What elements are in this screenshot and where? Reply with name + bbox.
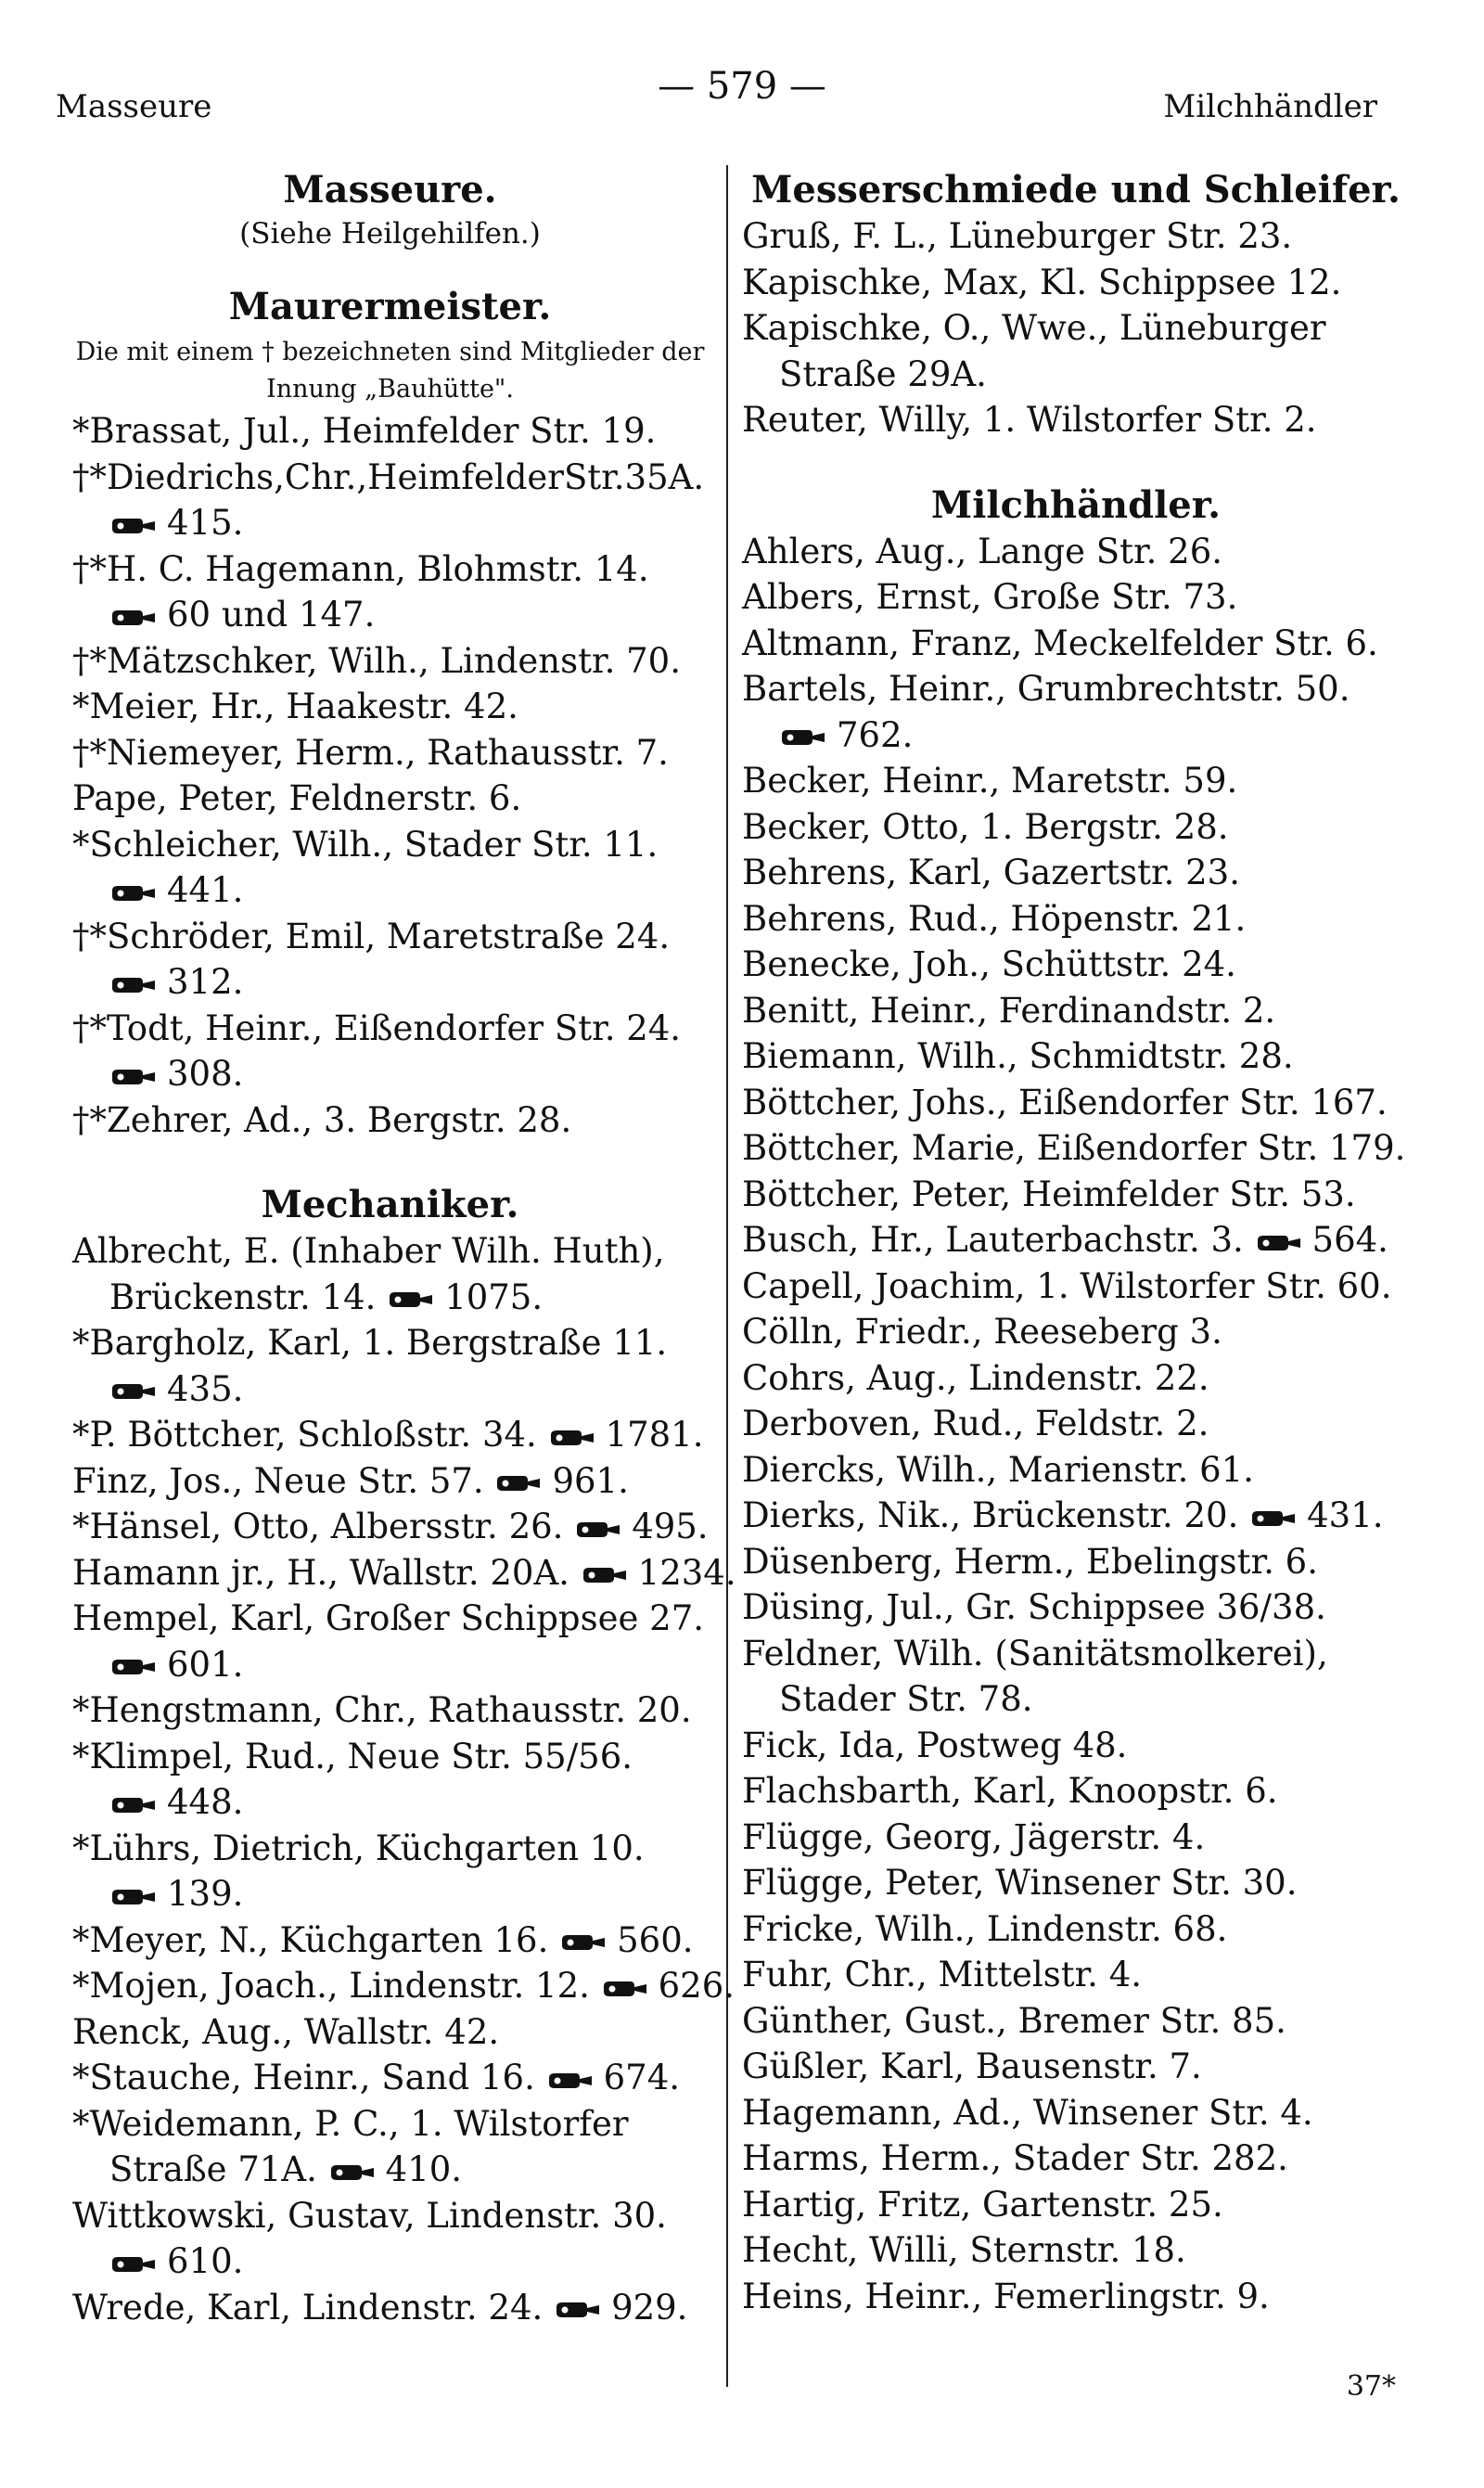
entry-name-address: Cohrs, Aug., Lindenstr. 22. [742,1357,1209,1398]
entry-name-address: Benecke, Joh., Schüttstr. 24. [742,944,1236,984]
directory-entry [742,896,1410,943]
directory-entry [742,1815,1410,1861]
entry-line [742,260,1410,306]
entry-line [72,2055,708,2101]
entry-continuation [742,352,1410,398]
entry-name-address: Cölln, Friedr., Reeseberg 3. [742,1312,1222,1352]
entry-name-address: Hagemann, Ad., Winsener Str. 4. [742,2092,1313,2133]
entry-line [742,574,1410,621]
entry-line [742,1539,1410,1585]
entry-line [72,2193,708,2239]
entry-name-address: *Schleicher, Wilh., Stader Str. 11. [72,824,659,865]
entry-name-address: Wittkowski, Gustav, Lindenstr. 30. [72,2195,667,2236]
entry-name-address: Hartig, Fritz, Gartenstr. 25. [742,2184,1223,2225]
entry-phone-line [72,1642,708,1688]
directory-entry [72,2193,708,2285]
section-title-maurermeister: Maurermeister. [228,285,552,328]
directory-entry [742,574,1410,621]
entry-name-address: †*Zehrer, Ad., 3. Bergstr. 28. [72,1099,572,1140]
entry-name-address: †*Schröder, Emil, Maretstraße 24. [72,916,671,956]
directory-entry [742,2090,1410,2136]
entry-phone-line [72,867,708,914]
entry-phone-line [72,1366,708,1413]
entry-line [72,1412,708,1458]
entry-name-address: *Hänsel, Otto, Albersstr. 26. [72,1507,564,1546]
entry-line [72,2009,708,2056]
entry-name-address: Albers, Ernst, Große Str. 73. [742,577,1238,617]
entry-name-address: Capell, Joachim, 1. Wilstorfer Str. 60. [742,1265,1392,1306]
directory-entry [72,1963,736,2009]
entry-phone-line [72,1051,708,1097]
entry-line [742,2044,1410,2090]
entry-line [742,804,1410,851]
directory-entry [72,1550,736,1597]
entry-name-address: Harms, Herm., Stader Str. 282. [742,2138,1288,2178]
entry-name-address: *Brassat, Jul., Heimfelder Str. 19. [72,411,657,451]
maurermeister-list [72,408,708,1143]
telephone-icon [494,1473,543,1494]
entry-phone-line [72,1779,708,1826]
entry-line [742,1309,1410,1355]
directory-entry [742,1631,1410,1723]
directory-entry [742,942,1410,988]
page-header [0,0,1484,158]
directory-entry [742,1539,1410,1585]
entry-line [742,213,1410,260]
entry-name-address: Güßler, Karl, Bausenstr. 7. [742,2046,1202,2086]
directory-entry [742,1217,1410,1263]
entry-address-continued: Brückenstr. 14. [109,1276,377,1317]
entry-line [72,914,708,960]
directory-entry [742,621,1410,667]
directory-entry [742,1263,1410,1310]
entry-name-address: Wrede, Karl, Lindenstr. 24. [72,2287,544,2328]
telephone-icon [109,975,158,995]
entry-line [72,1228,708,1275]
entry-phone-line [72,1871,708,1917]
directory-entry [742,1906,1410,1953]
entry-line [72,1596,708,1642]
entry-line [742,1033,1410,1080]
entry-name-address: *Hengstmann, Chr., Rathausstr. 20. [72,1690,692,1730]
entry-line [742,621,1410,667]
directory-entry [742,1309,1410,1355]
entry-line [72,1006,708,1052]
directory-entry [742,1952,1410,1998]
telephone-icon [109,1067,158,1087]
telephone-icon [546,2071,595,2091]
directory-entry [742,1768,1410,1815]
entry-line [742,1080,1410,1126]
entry-line [72,1097,708,1144]
entry-name-address: *Lührs, Dietrich, Küchgarten 10. [72,1828,645,1868]
phone-number: 448. [167,1782,244,1822]
directory-entry [72,2009,708,2056]
phone-number: 410. [385,2149,463,2189]
entry-name-address: Heins, Heinr., Femerlingstr. 9. [742,2276,1270,2316]
phone-number: 601. [167,1644,244,1685]
directory-entry [742,213,1410,260]
entry-name-address: Dierks, Nik., Brückenstr. 20. [742,1495,1239,1535]
entry-name-address: Flachsbarth, Karl, Knoopstr. 6. [742,1771,1278,1811]
phone-number: 308. [167,1054,244,1094]
entry-name-address: Flügge, Georg, Jägerstr. 4. [742,1816,1206,1857]
section-note-maurermeister: Die mit einem † bezeichneten sind Mitglieder der Innung „Bauhütte". [75,338,705,404]
directory-entry [72,684,708,730]
directory-entry [72,546,708,638]
directory-entry [72,1412,708,1458]
telephone-icon [109,1795,158,1815]
page-number: — 579 — [658,65,826,108]
directory-entry [72,408,708,455]
entry-line [742,2274,1410,2320]
entry-line [72,1550,736,1597]
telephone-icon [581,1565,629,1585]
directory-entry [72,1504,708,1550]
entry-line [742,1584,1410,1631]
directory-entry [742,1355,1410,1402]
telephone-icon [109,516,158,536]
directory-entry [742,804,1410,851]
phone-number: 441. [167,870,244,910]
entry-name-address: Behrens, Karl, Gazertstr. 23. [742,853,1240,892]
phone-number: 495. [632,1507,709,1546]
mechaniker-list [72,1228,736,2330]
entry-name-address: †*Todt, Heinr., Eißendorfer Str. 24. [72,1007,682,1048]
entry-line [742,1355,1410,1402]
milchhaendler-list [742,529,1410,2320]
directory-entry [72,1458,708,1505]
entry-line [742,1860,1410,1906]
entry-name-address: †*Niemeyer, Herm., Rathausstr. 7. [72,732,669,773]
directory-entry [742,529,1410,575]
directory-entry [72,1596,708,1687]
entry-line [742,1447,1410,1494]
entry-line [72,1320,708,1366]
entry-name-address: Diercks, Wilh., Marienstr. 61. [742,1449,1254,1490]
entry-line [742,2135,1410,2182]
entry-line [72,1687,708,1734]
phone-number: 929. [611,2287,688,2328]
entry-name-address: Ahlers, Aug., Lange Str. 26. [742,531,1222,571]
entry-name-address: Gruß, F. L., Lüneburger Str. 23. [742,216,1293,256]
directory-entry [742,1125,1410,1172]
entry-name-address: Becker, Heinr., Maretstr. 59. [742,761,1238,801]
telephone-icon [601,1979,649,1999]
entry-name-address: Hempel, Karl, Großer Schippsee 27. [72,1598,704,1638]
directory-entry [742,2044,1410,2090]
directory-entry [72,730,708,776]
directory-entry [72,1687,708,1734]
telephone-icon [109,1887,158,1907]
entry-name-address: Böttcher, Johs., Eißendorfer Str. 167. [742,1082,1388,1122]
telephone-icon [328,2162,377,2183]
directory-entry [72,1826,708,1917]
entry-line [742,942,1410,988]
entry-line [72,2285,708,2331]
entry-name-address: Altmann, Franz, Meckelfelder Str. 6. [742,622,1378,663]
entry-line [742,1815,1410,1861]
entry-line [742,1906,1410,1953]
entry-name-address: Benitt, Heinr., Ferdinandstr. 2. [742,990,1276,1031]
entry-line [742,1952,1410,1998]
entry-name-address: †*Diedrichs,Chr.,HeimfelderStr.35A. [72,456,705,497]
entry-name-address: Becker, Otto, 1. Bergstr. 28. [742,806,1229,847]
entry-line [742,1125,1410,1172]
entry-line [72,638,708,685]
entry-name-address: Böttcher, Peter, Heimfelder Str. 53. [742,1173,1356,1214]
entry-name-address: Feldner, Wilh. (Sanitätsmolkerei), [742,1633,1328,1674]
section-title-masseure: Masseure. [283,168,497,212]
directory-entry [742,2227,1410,2274]
directory-entry [742,1998,1410,2045]
entry-name-address: Reuter, Willy, 1. Wilstorfer Str. 2. [742,400,1317,440]
entry-name-address: Behrens, Rud., Höpenstr. 21. [742,898,1247,939]
entry-address-continued: Straße 29A. [779,353,987,394]
phone-number: 564. [1311,1220,1388,1260]
telephone-icon [1255,1233,1303,1253]
directory-entry [742,260,1410,306]
entry-name-address: Derboven, Rud., Feldstr. 2. [742,1404,1209,1443]
entry-name-address: Böttcher, Marie, Eißendorfer Str. 179. [742,1128,1406,1168]
phone-number: 762. [837,714,914,755]
signature-mark: 37* [1346,2370,1396,2403]
entry-line [72,2101,708,2148]
directory-entry [72,638,708,685]
directory-entry [72,1097,708,1144]
telephone-icon [109,883,158,904]
entry-continuation [742,1676,1410,1723]
phone-number: 431. [1307,1495,1384,1535]
entry-line [742,529,1410,575]
directory-entry [72,822,708,914]
left-column [72,167,736,2330]
directory-entry [742,666,1410,758]
entry-phone-line [72,959,708,1006]
entry-line [742,988,1410,1034]
directory-entry [72,1734,708,1826]
entry-name-address: Bartels, Heinr., Grumbrechtstr. 50. [742,669,1350,709]
phone-number: 626. [658,1966,736,2006]
entry-line [72,1963,736,2009]
entry-line [742,1998,1410,2045]
directory-entry [72,455,708,546]
entry-line [72,546,708,593]
directory-entry [742,2274,1410,2320]
directory-entry [742,1493,1410,1539]
directory-entry [742,397,1410,443]
phone-number: 674. [603,2058,680,2097]
entry-line [72,1504,708,1550]
directory-entry [742,1447,1410,1494]
entry-name-address: Fick, Ida, Postweg 48. [742,1725,1128,1765]
phone-number: 60 und 147. [167,595,376,635]
phone-number: 312. [167,962,244,1002]
phone-number: 560. [617,1919,694,1960]
directory-entry [72,776,708,822]
entry-line [72,822,708,868]
section-title-messerschmiede: Messerschmiede und Schleifer. [751,168,1401,212]
entry-name-address: Finz, Jos., Neue Str. 57. [72,1460,484,1501]
phone-number: 139. [167,1874,244,1914]
entry-line [742,1493,1410,1539]
directory-entry [72,1917,708,1964]
phone-number: 610. [167,2241,244,2281]
telephone-icon [779,727,827,748]
phone-number: 1234. [637,1552,736,1593]
entry-line [72,1458,708,1505]
entry-line [742,1768,1410,1815]
entry-phone-line [72,2238,708,2285]
directory-entry [72,2055,708,2101]
entry-line [742,305,1410,352]
telephone-icon [559,1932,608,1953]
directory-entry [742,988,1410,1034]
telephone-icon [109,608,158,628]
entry-name-address: Düsing, Jul., Gr. Schippsee 36/38. [742,1587,1326,1627]
entry-line [72,684,708,730]
directory-entry [742,1172,1410,1218]
entry-name-address: Flügge, Peter, Winsener Str. 30. [742,1863,1298,1903]
entry-name-address: Hamann jr., H., Wallstr. 20A. [72,1552,569,1593]
directory-entry [72,1228,708,1320]
entry-name-address: Pape, Peter, Feldnerstr. 6. [72,778,522,818]
entry-phone-line [742,712,1410,759]
entry-line [742,1217,1410,1263]
entry-line [742,1401,1410,1447]
entry-name-address: Düsenberg, Herm., Ebelingstr. 6. [742,1541,1318,1582]
entry-line [742,666,1410,712]
directory-entry [742,1584,1410,1631]
entry-line [72,1826,708,1872]
entry-name-address: †*Mätzschker, Wilh., Lindenstr. 70. [72,640,681,681]
directory-entry [742,305,1410,397]
entry-line [742,896,1410,943]
entry-name-address: Hecht, Willi, Sternstr. 18. [742,2230,1186,2270]
entry-line [742,2182,1410,2228]
directory-entry [742,1080,1410,1126]
telephone-icon [109,1657,158,1677]
directory-entry [742,1860,1410,1906]
telephone-icon [109,1381,158,1402]
entry-line [72,1917,708,1964]
directory-entry [72,1006,708,1097]
entry-name-address: *Meyer, N., Küchgarten 16. [72,1919,549,1960]
entry-line [72,1734,708,1780]
entry-name-address: Günther, Gust., Bremer Str. 85. [742,2000,1286,2041]
entry-name-address: *Mojen, Joach., Lindenstr. 12. [72,1966,590,2006]
right-column [742,167,1410,2319]
section-subtitle-masseure: (Siehe Heilgehilfen.) [239,217,541,250]
directory-entry [72,914,708,1006]
running-head-right: Milchhändler [1163,88,1377,125]
phone-number: 1075. [444,1276,544,1317]
entry-line [72,776,708,822]
entry-continuation [72,2147,708,2193]
telephone-icon [109,2254,158,2275]
directory-entry [742,758,1410,804]
telephone-icon [387,1289,435,1310]
directory-entry [72,2101,708,2193]
column-divider [726,165,728,2387]
phone-number: 1781. [605,1415,704,1455]
entry-name-address: Fricke, Wilh., Lindenstr. 68. [742,1908,1228,1949]
section-title-mechaniker: Mechaniker. [261,1183,519,1226]
entry-line [742,850,1410,896]
entry-name-address: Biemann, Wilh., Schmidtstr. 28. [742,1036,1294,1076]
directory-entry [742,850,1410,896]
phone-number: 415. [167,503,244,543]
entry-phone-line [72,500,708,546]
entry-line [742,1631,1410,1677]
entry-name-address: *Weidemann, P. C., 1. Wilstorfer [72,2103,629,2144]
entry-line [72,455,708,501]
directory-entry [742,1723,1410,1769]
entry-line [742,1172,1410,1218]
entry-name-address: Albrecht, E. (Inhaber Wilh. Huth), [72,1231,665,1271]
entry-line [742,758,1410,804]
telephone-icon [548,1428,596,1448]
entry-address-continued: Straße 71A. [109,2149,317,2189]
directory-entry [72,1320,708,1412]
entry-name-address: †*H. C. Hagemann, Blohmstr. 14. [72,548,649,589]
entry-name-address: *Bargholz, Karl, 1. Bergstraße 11. [72,1323,668,1363]
running-head-left: Masseure [56,88,212,125]
phone-number: 961. [552,1460,629,1501]
directory-entry [742,2135,1410,2182]
directory-entry [72,2285,708,2331]
entry-name-address: *P. Böttcher, Schloßstr. 34. [72,1415,537,1455]
entry-line [72,408,708,455]
phone-number: 435. [167,1368,244,1409]
entry-phone-line [72,592,708,638]
entry-line [742,2227,1410,2274]
entry-line [742,2090,1410,2136]
directory-entry [742,1401,1410,1447]
entry-address-continued: Stader Str. 78. [779,1679,1033,1719]
entry-name-address: Kapischke, Max, Kl. Schippsee 12. [742,262,1342,302]
section-title-milchhaendler: Milchhändler. [930,482,1222,527]
telephone-icon [574,1520,622,1540]
telephone-icon [554,2300,602,2320]
entry-line [742,397,1410,443]
entry-name-address: Kapischke, O., Wwe., Lüneburger [742,308,1326,348]
entry-line [742,1723,1410,1769]
entry-name-address: Busch, Hr., Lauterbachstr. 3. [742,1220,1244,1260]
entry-name-address: Fuhr, Chr., Mittelstr. 4. [742,1955,1143,1994]
entry-line [72,730,708,776]
entry-name-address: *Klimpel, Rud., Neue Str. 55/56. [72,1736,633,1776]
telephone-icon [1249,1508,1298,1529]
entry-name-address: Renck, Aug., Wallstr. 42. [72,2011,500,2052]
entry-continuation [72,1275,708,1321]
messerschmiede-list [742,213,1410,443]
entry-line [742,1263,1410,1310]
entry-name-address: *Stauche, Heinr., Sand 16. [72,2058,535,2097]
directory-entry [742,2182,1410,2228]
directory-entry [742,1033,1410,1080]
entry-name-address: *Meier, Hr., Haakestr. 42. [72,686,518,726]
